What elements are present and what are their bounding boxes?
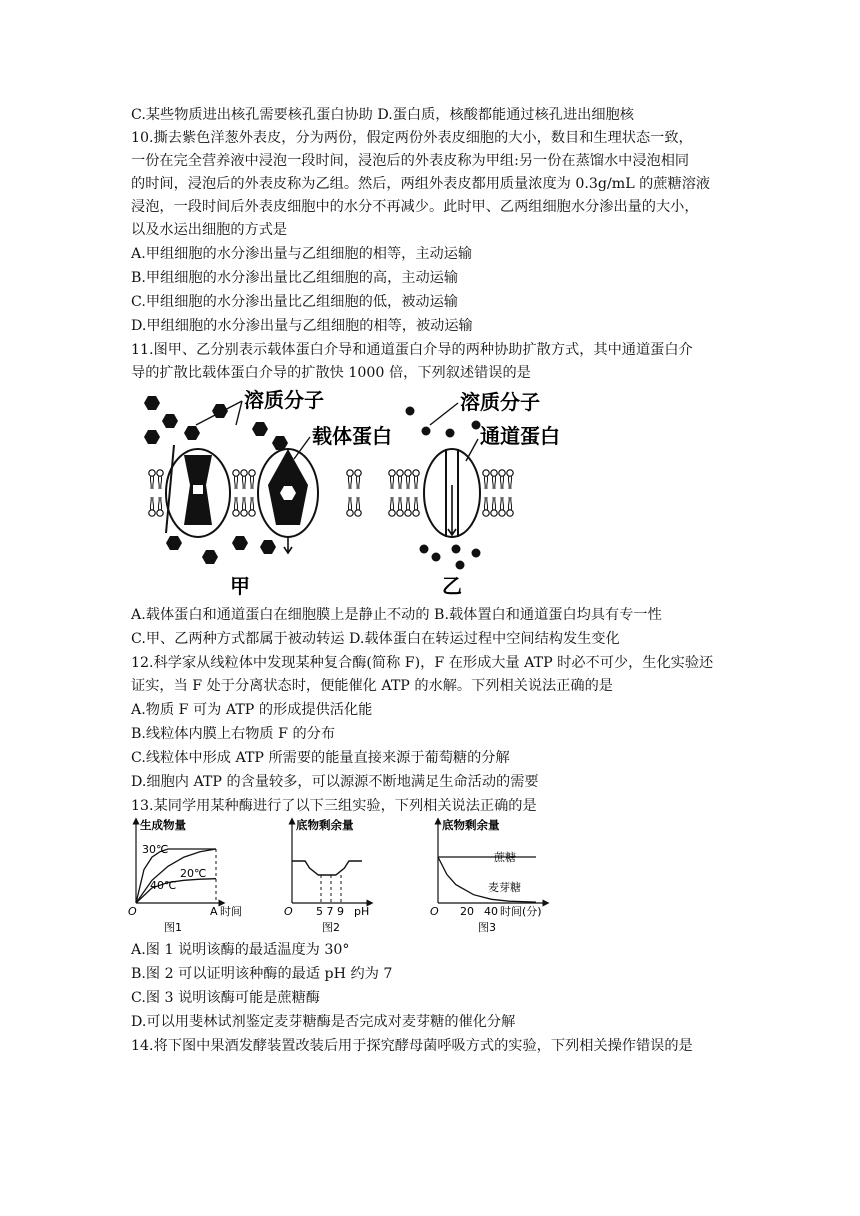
question-11-text: 11.图甲、乙分别表示载体蛋白介导和通道蛋白介导的两种协助扩散方式，其中通道蛋白介 bbox=[131, 342, 693, 358]
option-text: C.某些物质进出核孔需要核孔蛋白协助 D.蛋白质，核酸都能通过核孔进出细胞核 bbox=[131, 107, 634, 123]
option-text: C.图 3 说明该酶可能是蔗糖酶 bbox=[131, 990, 320, 1006]
graph-2-xlabel: pH bbox=[354, 905, 370, 918]
question-10-text: 10.撕去紫色洋葱外表皮，分为两份，假定两份外表皮细胞的大小，数目和生理状态一致， bbox=[131, 130, 693, 146]
option-text: D.可以用斐林试剂鉴定麦芽糖酶是否完成对麦芽糖的催化分解 bbox=[131, 1014, 516, 1030]
question-14-text: 14.将下图中果酒发酵装置改装后用于探究酵母菌呼吸方式的实验，下列相关操作错误的是 bbox=[131, 1038, 693, 1054]
graph-1-caption: 图1 bbox=[164, 921, 182, 934]
question-10-text: 浸泡，一段时间后外表皮细胞中的水分不再减少。此时甲、乙两组细胞水分渗出量的大小， bbox=[131, 199, 699, 215]
graph-1-origin: O bbox=[128, 905, 137, 918]
solute-label-left: 溶质分子 bbox=[244, 388, 324, 412]
graph-3-origin: O bbox=[430, 905, 439, 918]
option-text: B.线粒体内膜上右物质 F 的分布 bbox=[131, 726, 336, 742]
carrier-protein-label: 载体蛋白 bbox=[312, 424, 392, 448]
figure-label-yi: 乙 bbox=[442, 574, 462, 598]
option-text: A.物质 F 可为 ATP 的形成提供活化能 bbox=[131, 702, 373, 718]
question-10-text: 的时间，浸泡后的外表皮称为乙组。然后，两组外表皮都用质量浓度为 0.3g/mL 的蔗糖溶液 bbox=[131, 176, 711, 192]
option-text: A.甲组细胞的水分渗出量与乙组细胞的相等，主动运输 bbox=[131, 246, 473, 262]
graph-2-caption: 图2 bbox=[322, 921, 340, 934]
question-11-text: 导的扩散比载体蛋白介导的扩散快 1000 倍，下列叙述错误的是 bbox=[131, 365, 531, 381]
option-text: B.甲组细胞的水分渗出量比乙组细胞的高，主动运输 bbox=[131, 270, 459, 286]
question-10-text: 一份在完全营养液中浸泡一段时间，浸泡后的外表皮称为甲组:另一份在蒸馏水中浸泡相同 bbox=[131, 153, 690, 169]
graph-1-x-a: A bbox=[210, 905, 218, 918]
graph-2-ylabel: 底物剩余量 bbox=[296, 818, 354, 832]
membrane-transport-figure bbox=[140, 385, 600, 600]
graph-3-curves bbox=[438, 857, 536, 902]
graph-1-label-20: 20℃ bbox=[180, 867, 207, 880]
channel-protein bbox=[424, 449, 480, 537]
graph-1-label-30: 30℃ bbox=[142, 843, 169, 856]
carrier-protein-open bbox=[166, 445, 230, 537]
channel-protein-label: 通道蛋白 bbox=[480, 424, 560, 448]
graph-2-curve bbox=[292, 861, 362, 875]
graph-1-xlabel: 时间 bbox=[220, 905, 242, 918]
graph-3-tick-40: 40 bbox=[484, 905, 498, 918]
graph-2 bbox=[284, 818, 370, 934]
question-10-text: 以及水运出细胞的方式是 bbox=[131, 222, 288, 238]
graph-3-tick-20: 20 bbox=[460, 905, 474, 918]
graph-1-ylabel: 生成物量 bbox=[140, 818, 186, 832]
question-12-text: 证实，当 F 处于分离状态时，便能催化 ATP 的水解。下列相关说法正确的是 bbox=[131, 678, 613, 694]
solute-label-right: 溶质分子 bbox=[460, 390, 540, 414]
option-text: A.载体蛋白和通道蛋白在细胞膜上是静止不动的 B.载体置白和通道蛋白均具有专一性 bbox=[131, 607, 662, 623]
graph-3 bbox=[430, 818, 546, 934]
option-text: C.甲组细胞的水分渗出量比乙组细胞的低，被动运输 bbox=[131, 294, 458, 310]
graph-3-series-sucrose: 蔗糖 bbox=[494, 851, 516, 864]
option-text: C.线粒体中形成 ATP 所需要的能量直接来源于葡萄糖的分解 bbox=[131, 750, 510, 766]
option-text: D.甲组细胞的水分渗出量与乙组细胞的相等，被动运输 bbox=[131, 318, 473, 334]
graph-3-ylabel: 底物剩余量 bbox=[442, 818, 500, 832]
carrier-protein-closed bbox=[258, 449, 318, 553]
graph-3-caption: 图3 bbox=[478, 921, 496, 934]
enzyme-experiment-graphs bbox=[126, 815, 566, 935]
graph-3-xlabel: 时间(分) bbox=[500, 905, 542, 918]
graph-1-label-40: 40℃ bbox=[150, 879, 177, 892]
question-13-text: 13.某同学用某种酶进行了以下三组实验，下列相关说法正确的是 bbox=[131, 798, 537, 814]
option-text: B.图 2 可以证明该种酶的最适 pH 约为 7 bbox=[131, 966, 393, 982]
graph-2-ticks: 5 7 9 bbox=[316, 905, 344, 918]
graph-3-series-line bbox=[438, 857, 536, 902]
option-text: C.甲、乙两种方式都属于被动转运 D.载体蛋白在转运过程中空间结构发生变化 bbox=[131, 631, 620, 647]
option-text: A.图 1 说明该酶的最适温度为 30° bbox=[131, 942, 350, 958]
graph-2-origin: O bbox=[284, 905, 293, 918]
question-12-text: 12.科学家从线粒体中发现某种复合酶(简称 F)，F 在形成大量 ATP 时必不可少，生化实验还 bbox=[131, 655, 714, 671]
graph-1 bbox=[128, 818, 242, 934]
graph-3-series-maltose: 麦芽糖 bbox=[488, 881, 521, 894]
option-text: D.细胞内 ATP 的含量较多，可以源源不断地满足生命活动的需要 bbox=[131, 774, 539, 790]
figure-label-jia: 甲 bbox=[230, 574, 250, 598]
